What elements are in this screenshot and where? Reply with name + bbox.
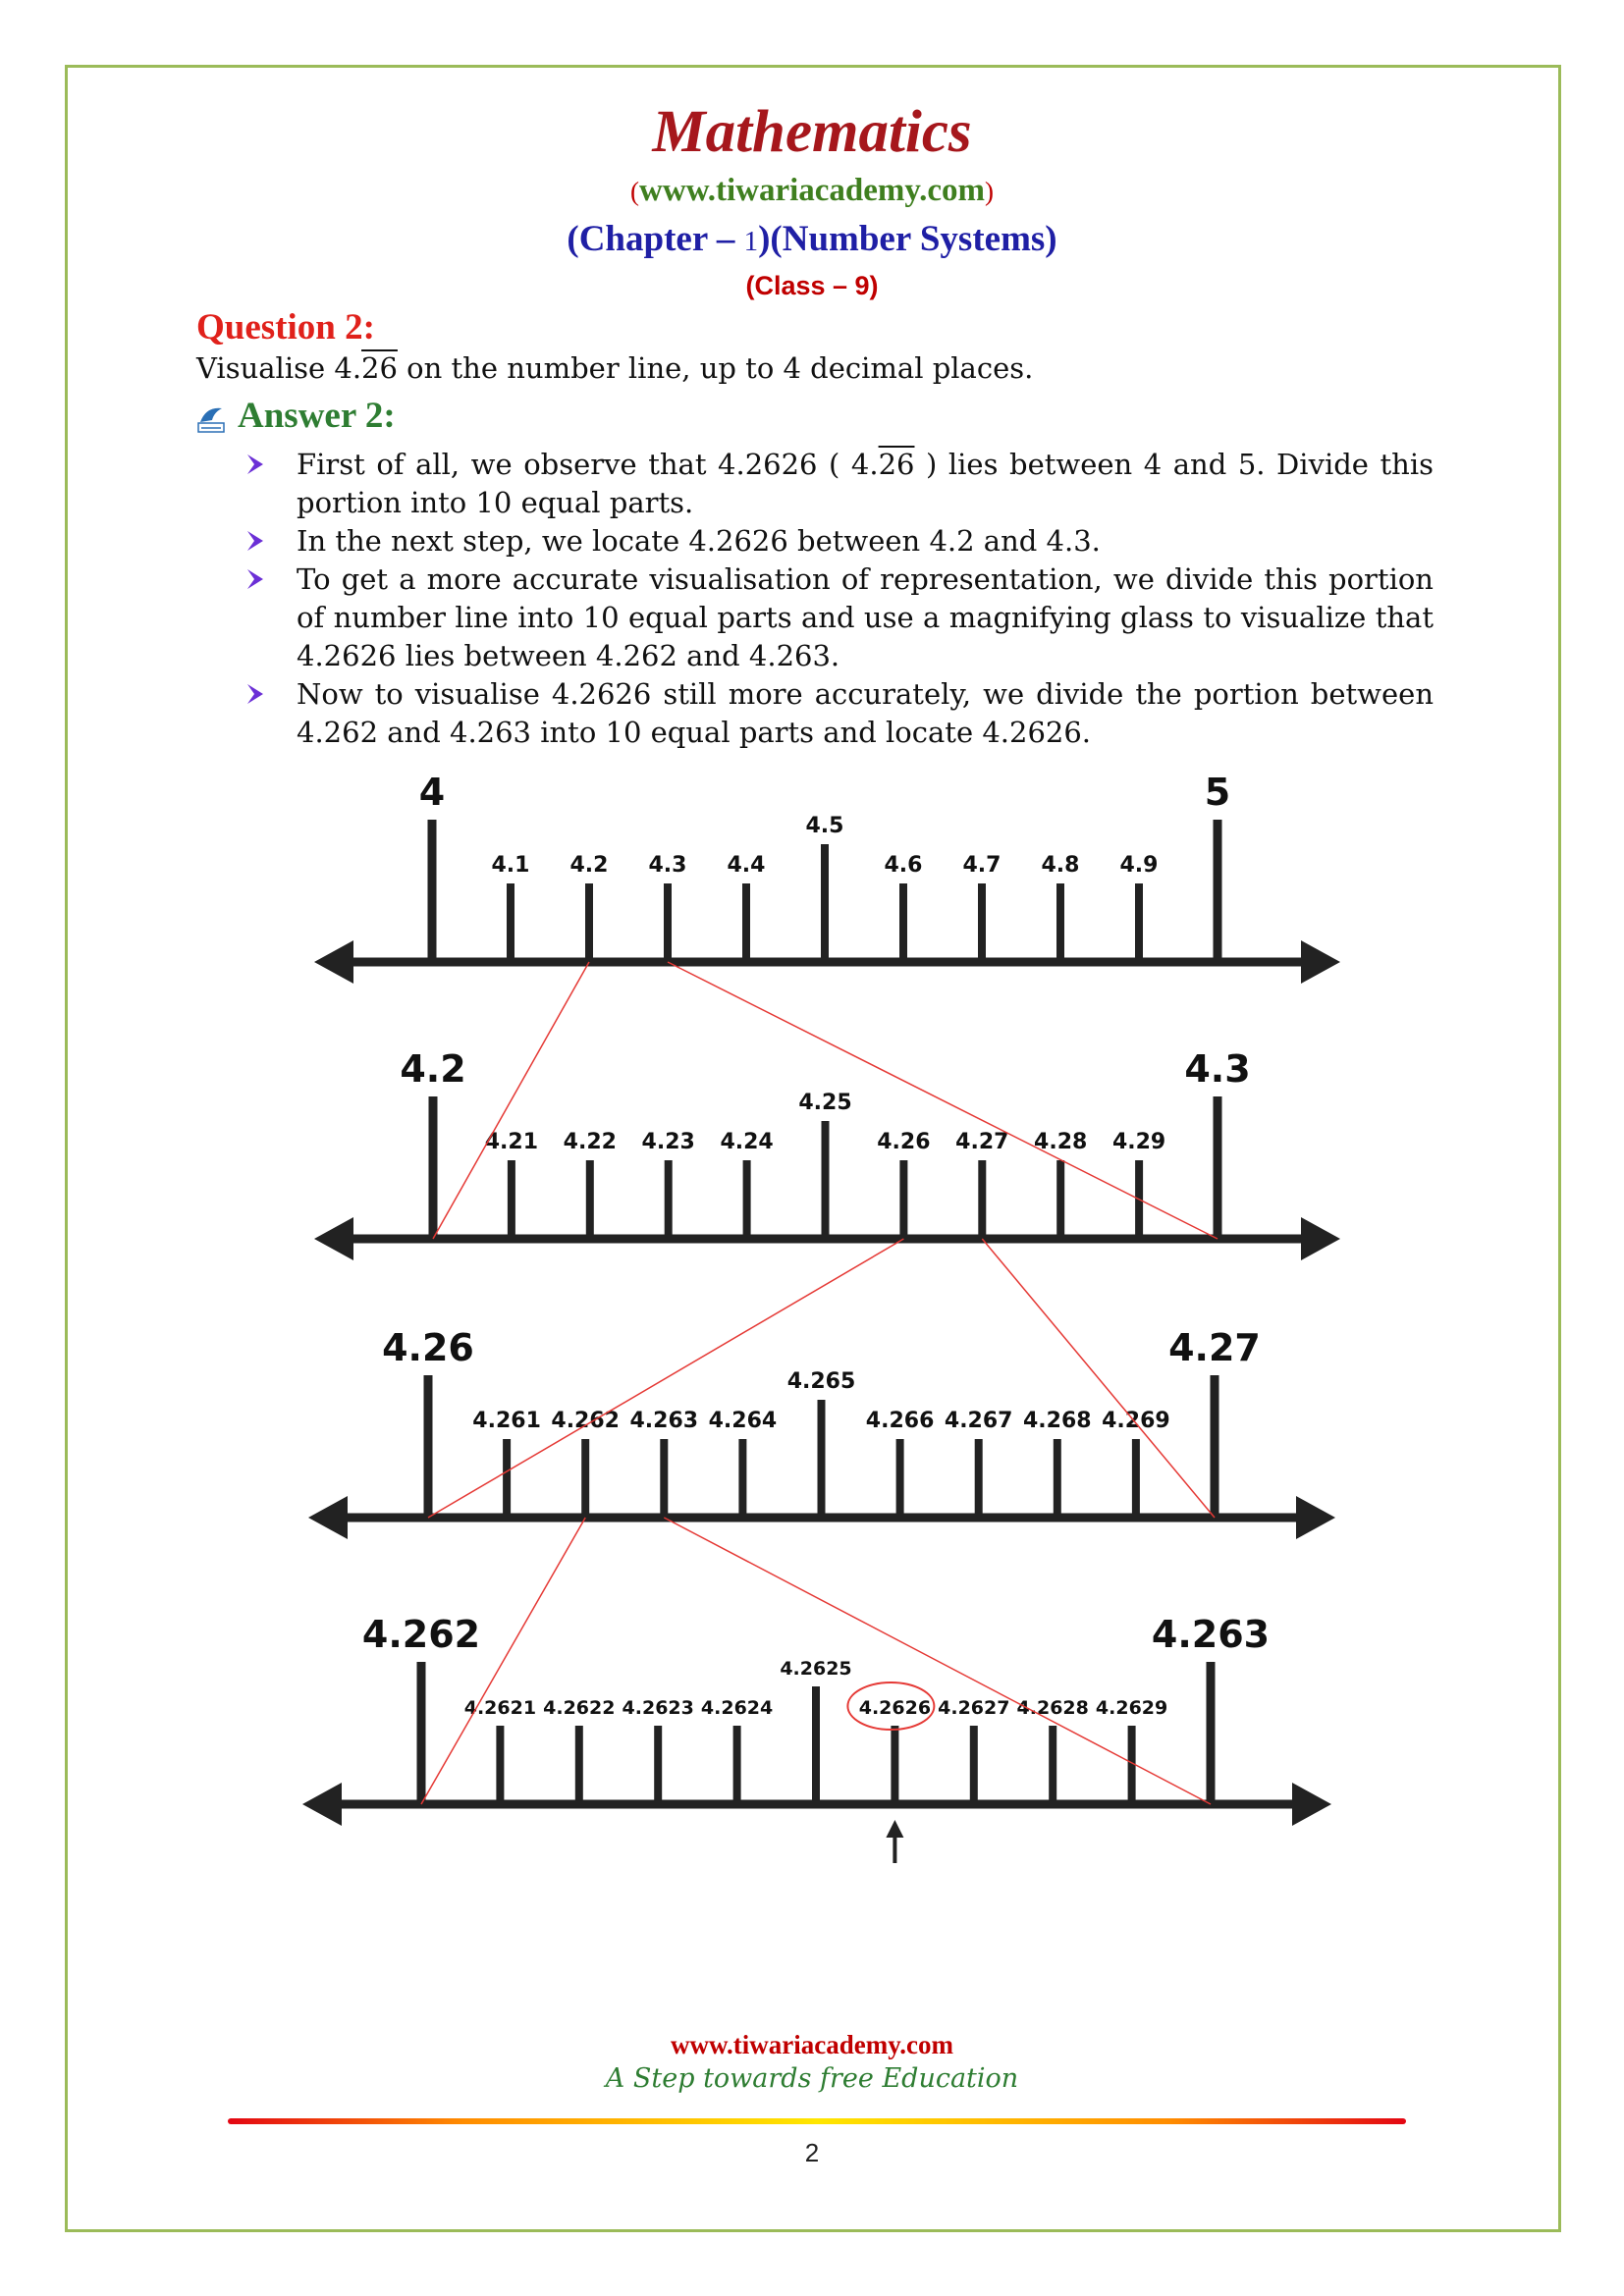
arrow-right-icon (1292, 1783, 1331, 1826)
tick-label: 4.264 (708, 1409, 778, 1433)
zoom-line (982, 1239, 1215, 1518)
start-label: 4.262 (361, 1613, 481, 1656)
tick-label: 4.29 (1111, 1130, 1166, 1154)
answer-heading: Answer 2: (196, 395, 396, 437)
tick-label: 4.2622 (543, 1697, 616, 1719)
tick-label: 4.266 (865, 1409, 935, 1433)
mid-label: 4.265 (786, 1369, 856, 1394)
arrow-left-icon (302, 1783, 342, 1826)
list-item: To get a more accurate visualisation of representation, we divide this portion of number line into 10 equal parts and use a magnifying glass to visualize that 4.2626 lies between 4.262 and 4.263. (244, 561, 1434, 675)
end-label: 4.3 (1184, 1047, 1251, 1091)
tick-label: 4.4 (727, 853, 766, 878)
tick-label: 4.23 (641, 1130, 695, 1154)
class-label: (Class – 9) (745, 271, 879, 300)
list-item: Now to visualise 4.2626 still more accurately, we divide the portion between 4.262 and 4.263 into 10 equal parts and locate 4.2626. (244, 675, 1434, 752)
list-item: In the next step, we locate 4.2626 between 4.2 and 4.3. (244, 522, 1434, 561)
tick-label: 4.7 (962, 853, 1001, 878)
tick-label: 4.262 (551, 1409, 620, 1433)
arrow-left-icon (308, 1496, 348, 1539)
mid-label: 4.25 (798, 1091, 852, 1115)
tick-label: 4.2626 (858, 1697, 932, 1719)
page-number: 2 (804, 2138, 820, 2167)
arrow-left-icon (314, 940, 353, 984)
pointer-arrow-icon (886, 1820, 903, 1838)
tick-label: 4.2 (569, 853, 609, 878)
list-item: First of all, we observe that 4.2626 ( 4.26 ) lies between 4 and 5. Divide this portion into 10 equal parts. (244, 446, 1434, 522)
mid-label: 4.2625 (780, 1658, 852, 1680)
question-text: Visualise 4.26 on the number line, up to 4 decimal places. (196, 351, 1034, 385)
tick-label: 4.8 (1041, 853, 1080, 878)
tick-label: 4.1 (491, 853, 530, 878)
tick-label: 4.21 (484, 1130, 539, 1154)
tick-label: 4.3 (648, 853, 687, 878)
tick-label: 4.2627 (938, 1697, 1010, 1719)
zoom-line (664, 1518, 1211, 1804)
arrow-right-icon (1301, 1217, 1340, 1260)
site-link[interactable]: www.tiwariacademy.com (639, 173, 985, 208)
tick-label: 4.6 (884, 853, 923, 878)
tick-label: 4.22 (563, 1130, 617, 1154)
tick-label: 4.26 (877, 1130, 931, 1154)
start-label: 4 (418, 771, 446, 814)
tick-label: 4.2623 (622, 1697, 694, 1719)
header-site: (www.tiwariacademy.com) (630, 173, 994, 208)
tick-label: 4.27 (955, 1130, 1009, 1154)
footer-tagline: A Step towards free Education (605, 2063, 1019, 2094)
tick-label: 4.269 (1102, 1409, 1170, 1433)
arrow-left-icon (314, 1217, 353, 1260)
tick-label: 4.267 (944, 1409, 1013, 1433)
start-label: 4.26 (382, 1326, 474, 1369)
tick-label: 4.261 (472, 1409, 541, 1433)
tick-label: 4.24 (720, 1130, 774, 1154)
tick-label: 4.2629 (1095, 1697, 1168, 1719)
arrow-right-icon (1301, 940, 1340, 984)
footer-site-link[interactable]: www.tiwariacademy.com (671, 2030, 953, 2059)
footer-divider (228, 2118, 1406, 2124)
question-heading: Question 2: (196, 307, 375, 347)
page-title: Mathematics (652, 99, 972, 165)
tick-label: 4.2621 (463, 1697, 537, 1719)
chapter-heading: (Chapter – 1)(Number Systems) (567, 219, 1057, 259)
tick-label: 4.28 (1034, 1130, 1088, 1154)
end-label: 4.27 (1168, 1326, 1261, 1369)
mid-label: 4.5 (805, 814, 844, 838)
tick-label: 4.2624 (700, 1697, 774, 1719)
tick-label: 4.9 (1119, 853, 1159, 878)
arrow-right-icon (1296, 1496, 1335, 1539)
start-label: 4.2 (400, 1047, 466, 1091)
tick-label: 4.2628 (1016, 1697, 1089, 1719)
tick-label: 4.263 (629, 1409, 699, 1433)
end-label: 4.263 (1151, 1613, 1271, 1656)
tick-label: 4.268 (1023, 1409, 1092, 1433)
end-label: 5 (1204, 771, 1231, 814)
